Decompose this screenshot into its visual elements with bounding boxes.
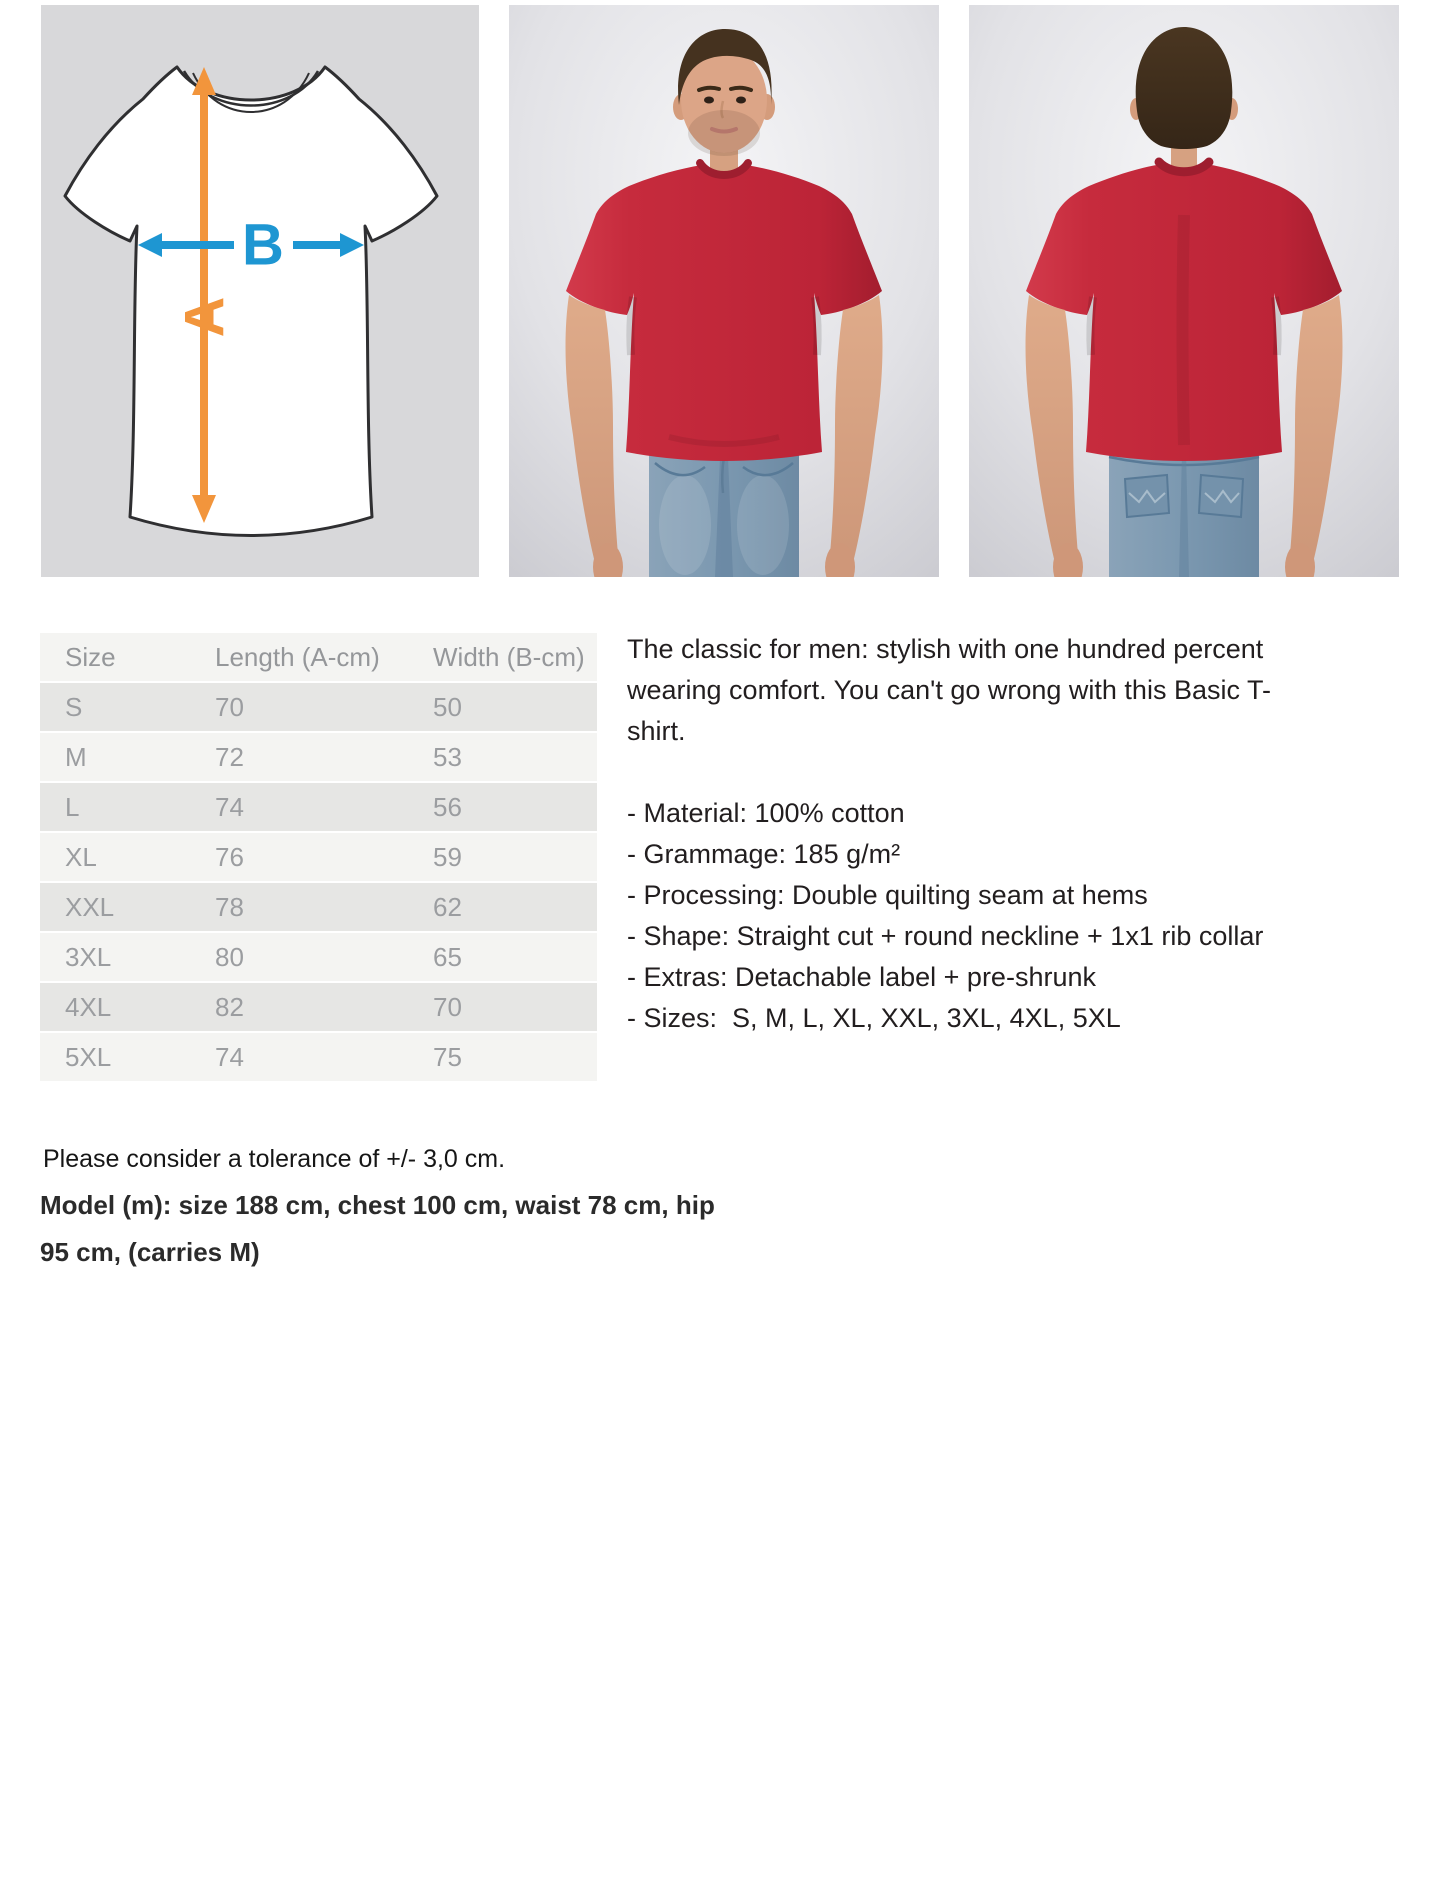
product-description bbox=[627, 629, 1287, 1039]
description-intro: The classic for men: stylish with one hundred percent wearing comfort. You can't go wrong with this Basic T-shirt. bbox=[627, 634, 1271, 746]
label-a: A bbox=[172, 296, 236, 338]
width-cell: 56 bbox=[433, 792, 462, 822]
width-cell: 65 bbox=[433, 942, 462, 972]
length-cell: 76 bbox=[215, 842, 244, 872]
label-b: B bbox=[242, 212, 284, 278]
width-cell: 70 bbox=[433, 992, 462, 1022]
table-row bbox=[40, 983, 597, 1031]
length-cell: 78 bbox=[215, 892, 244, 922]
size-cell: XXL bbox=[65, 892, 115, 922]
bullet-grammage: - Grammage: 185 g/m² bbox=[627, 839, 901, 869]
footnotes bbox=[40, 1142, 730, 1276]
table-row bbox=[40, 1033, 597, 1081]
header-length: Length (A-cm) bbox=[215, 642, 380, 672]
table-row bbox=[40, 883, 597, 931]
table-row bbox=[40, 683, 597, 731]
header-size: Size bbox=[65, 642, 116, 672]
model-info: Model (m): size 188 cm, chest 100 cm, waist 78 cm, hip 95 cm, (carries M) bbox=[40, 1190, 715, 1267]
width-cell: 62 bbox=[433, 892, 462, 922]
tolerance-note: Please consider a tolerance of +/- 3,0 cm. bbox=[43, 1145, 506, 1173]
size-cell: M bbox=[65, 742, 87, 772]
table-row bbox=[40, 783, 597, 831]
size-table bbox=[40, 633, 597, 1083]
model-back-illustration bbox=[969, 5, 1399, 577]
size-cell: L bbox=[65, 792, 80, 822]
bullet-extras: - Extras: Detachable label + pre-shrunk bbox=[627, 962, 1096, 992]
length-cell: 74 bbox=[215, 792, 244, 822]
table-row bbox=[40, 833, 597, 881]
width-cell: 50 bbox=[433, 692, 462, 722]
size-diagram-panel bbox=[41, 5, 479, 577]
size-cell: 5XL bbox=[65, 1042, 112, 1072]
header-width: Width (B-cm) bbox=[433, 642, 585, 672]
bullet-material: - Material: 100% cotton bbox=[627, 798, 905, 828]
size-cell: XL bbox=[65, 842, 97, 872]
width-cell: 75 bbox=[433, 1042, 462, 1072]
table-header-row bbox=[40, 633, 597, 681]
width-cell: 59 bbox=[433, 842, 462, 872]
size-cell: 3XL bbox=[65, 942, 112, 972]
width-cell: 53 bbox=[433, 742, 462, 772]
top-image-row bbox=[41, 5, 1399, 577]
size-cell: S bbox=[65, 692, 83, 722]
length-cell: 82 bbox=[215, 992, 244, 1022]
length-cell: 80 bbox=[215, 942, 244, 972]
model-front-photo bbox=[509, 5, 939, 577]
bullet-shape: - Shape: Straight cut + round neckline + 1x1 rib collar bbox=[627, 921, 1264, 951]
length-cell: 70 bbox=[215, 692, 244, 722]
model-front-illustration bbox=[509, 5, 939, 577]
bullet-sizes: - Sizes: S, M, L, XL, XXL, 3XL, 4XL, 5XL bbox=[627, 1003, 1121, 1033]
description-bullets bbox=[627, 793, 1287, 1039]
model-back-photo bbox=[969, 5, 1399, 577]
table-row bbox=[40, 933, 597, 981]
table-row bbox=[40, 733, 597, 781]
size-cell: 4XL bbox=[65, 992, 112, 1022]
bullet-processing: - Processing: Double quilting seam at hems bbox=[627, 880, 1148, 910]
length-cell: 74 bbox=[215, 1042, 244, 1072]
tshirt-measurement-diagram bbox=[41, 5, 479, 577]
length-cell: 72 bbox=[215, 742, 244, 772]
